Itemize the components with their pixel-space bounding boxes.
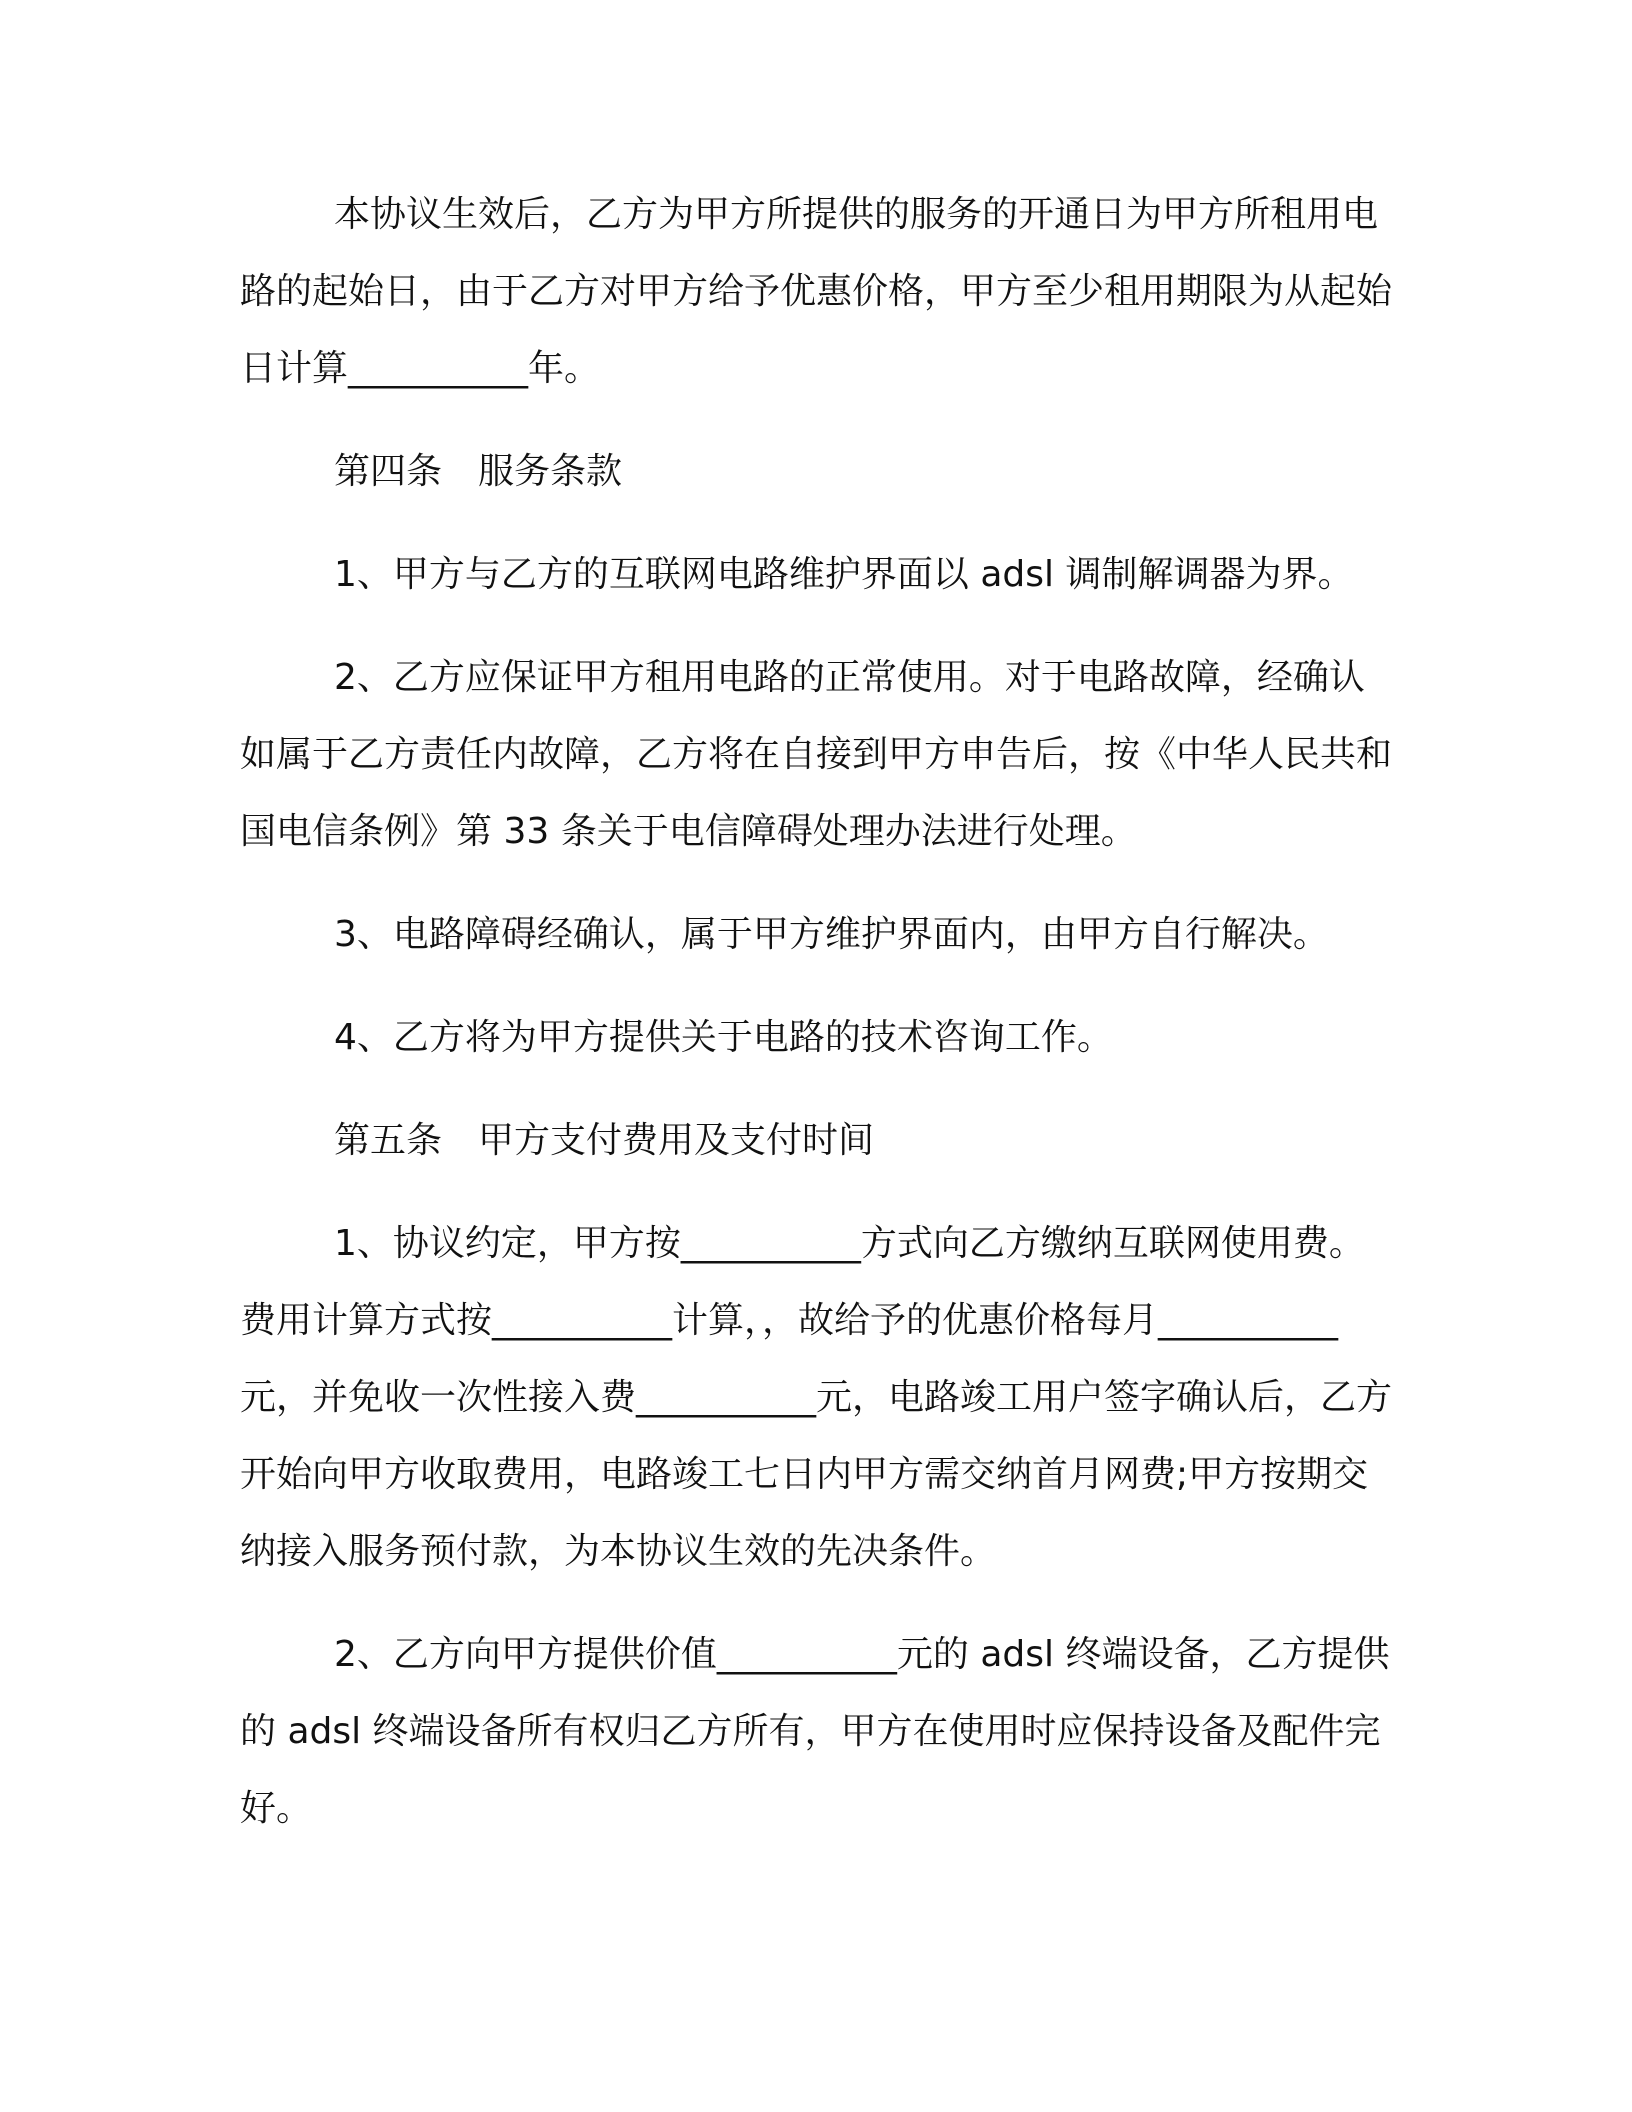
- article-4-number: 第四条: [334, 451, 443, 492]
- spacer: [240, 407, 1400, 433]
- article-4-clause-3: 3、电路障碍经确认，属于甲方维护界面内，由甲方自行解决。: [334, 914, 1329, 955]
- article-4-clause-1: 1、甲方与乙方的互联网电路维护界面以 adsl 调制解调器为界。: [334, 554, 1354, 595]
- article-4-clause-2: 2、乙方应保证甲方租用电路的正常使用。对于电路故障，经确认如属于乙方责任内故障，乙方将在自接到甲方申告后，按《中华人民共和国电信条例》第 33 条关于电信障碍处理办法进行处理。: [240, 657, 1393, 852]
- spacer: [240, 870, 1400, 896]
- article-5-number: 第五条: [334, 1120, 443, 1161]
- article-5-clause-1: 1、协议约定，甲方按__________方式向乙方缴纳互联网使用费。费用计算方式按__________计算，，故给予的优惠价格每月__________元，并免收一次性接入费__________元，电路竣工用户签字确认后，乙方开始向甲方收取费用，电路竣工七日内甲方需交纳首月网费;甲方按期交纳接入服务预付款，为本协议生效的先决条件。: [240, 1223, 1393, 1572]
- spacer: [240, 613, 1400, 639]
- article-5-heading: [240, 1102, 1400, 1179]
- article-5-title: 甲方支付费用及支付时间: [478, 1120, 875, 1161]
- spacer: [240, 510, 1400, 536]
- article-4-clause-4: 4、乙方将为甲方提供关于电路的技术咨询工作。: [334, 1017, 1113, 1058]
- article-5-clause-2: 2、乙方向甲方提供价值__________元的 adsl 终端设备，乙方提供的 adsl 终端设备所有权归乙方所有，甲方在使用时应保持设备及配件完好。: [240, 1634, 1390, 1829]
- article-4-title: 服务条款: [478, 451, 623, 492]
- spacer: [240, 1179, 1400, 1205]
- spacer: [240, 973, 1400, 999]
- paragraph-lease-start: 本协议生效后，乙方为甲方所提供的服务的开通日为甲方所租用电路的起始日，由于乙方对甲方给予优惠价格，甲方至少租用期限为从起始日计算__________年。: [240, 194, 1393, 389]
- document-body: [240, 176, 1400, 1847]
- spacer: [240, 1590, 1400, 1616]
- article-4-heading: [240, 433, 1400, 510]
- spacer: [240, 1076, 1400, 1102]
